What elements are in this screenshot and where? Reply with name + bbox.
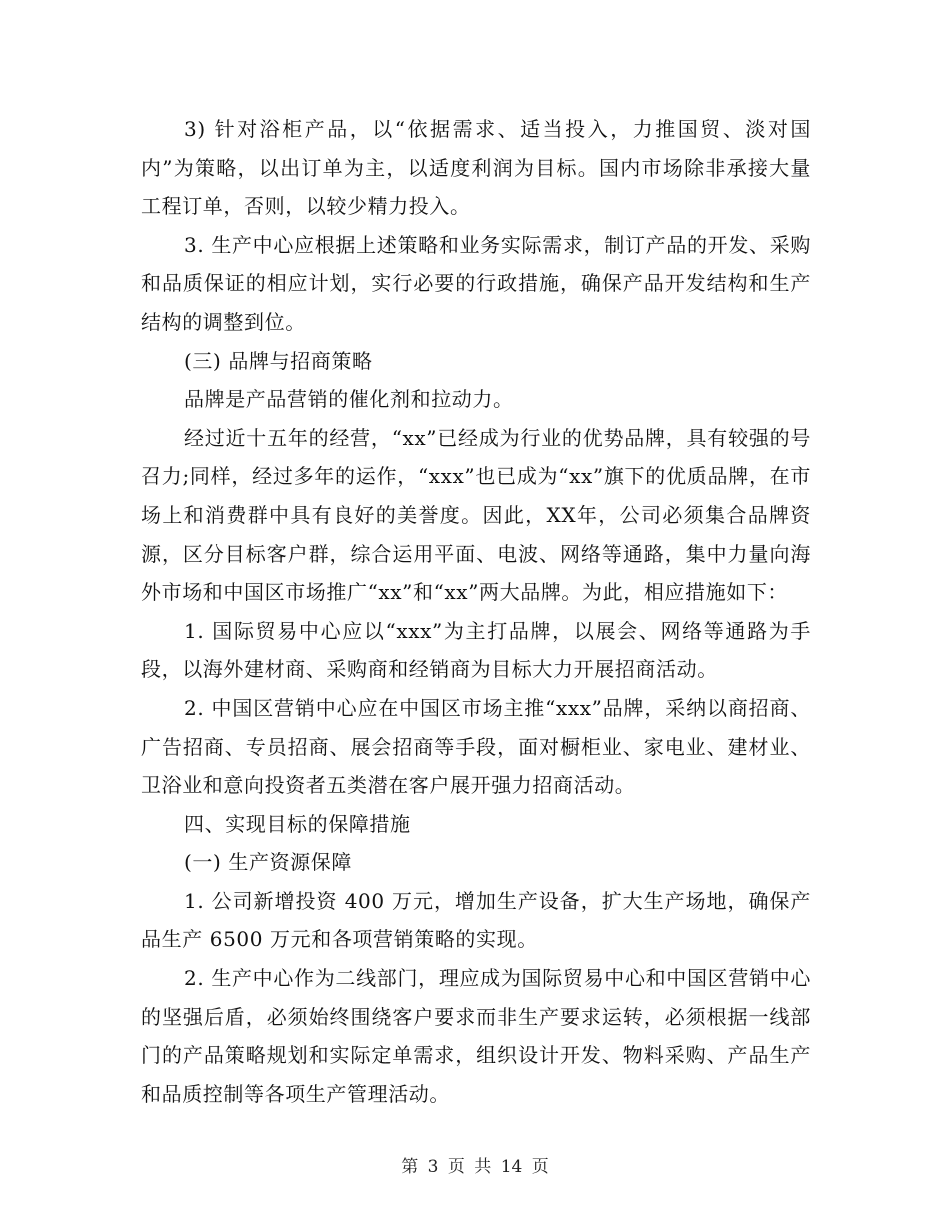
paragraph-new-investment: 1. 公司新增投资 400 万元，增加生产设备，扩大生产场地，确保产品生产 6500 万元和各项营销策略的实现。 [141, 888, 811, 952]
paragraph-bath-cabinet-strategy: 3) 针对浴柜产品，以“依据需求、适当投入，力推国贸、淡对国内”为策略，以出订单为主，以适度利润为目标。国内市场除非承接大量工程订单，否则，以较少精力投入。 [141, 117, 811, 219]
paragraph-production-center-plan: 3. 生产中心应根据上述策略和业务实际需求，制订产品的开发、采购和品质保证的相应计划，实行必要的行政措施，确保产品开发结构和生产结构的调整到位。 [141, 232, 811, 334]
paragraph-second-line-department: 2. 生产中心作为二线部门，理应成为国际贸易中心和中国区营销中心的坚强后盾，必须始终围绕客户要求而非生产要求运转，必须根据一线部门的产品策略规划和实际定单需求，组织设计开发、物料采购、产品生产和品质控制等各项生产管理活动。 [141, 966, 811, 1106]
paragraph-brand-resources: 经过近十五年的经营，“xx”已经成为行业的优势品牌，具有较强的号召力;同样，经过多年的运作，“xxx”也已成为“xx”旗下的优质品牌，在市场上和消费群中具有良好的美誉度。因此，XX年，公司必须集合品牌资源，区分目标客户群，综合运用平面、电波、网络等通路，集中力量向海外市场和中国区市场推广“xx”和“xx”两大品牌。为此，相应措施如下： [141, 425, 811, 605]
section-heading-safeguards: 四、实现目标的保障措施 [184, 811, 411, 836]
subsection-heading-production-resources: (一) 生产资源保障 [184, 850, 352, 875]
page-number-footer: 第 3 页 共 14 页 [401, 1157, 549, 1177]
section-heading-brand-strategy: (三) 品牌与招商策略 [184, 348, 373, 373]
page-body [141, 110, 811, 1113]
paragraph-brand-catalyst: 品牌是产品营销的催化剂和拉动力。 [184, 387, 514, 412]
paragraph-international-trade-center: 1. 国际贸易中心应以“xxx”为主打品牌，以展会、网络等通路为手段，以海外建材商、采购商和经销商为目标大力开展招商活动。 [141, 618, 811, 682]
paragraph-china-marketing-center: 2. 中国区营销中心应在中国区市场主推“xxx”品牌，采纳以商招商、广告招商、专员招商、展会招商等手段，面对橱柜业、家电业、建材业、卫浴业和意向投资者五类潜在客户展开强力招商活动。 [141, 695, 811, 798]
